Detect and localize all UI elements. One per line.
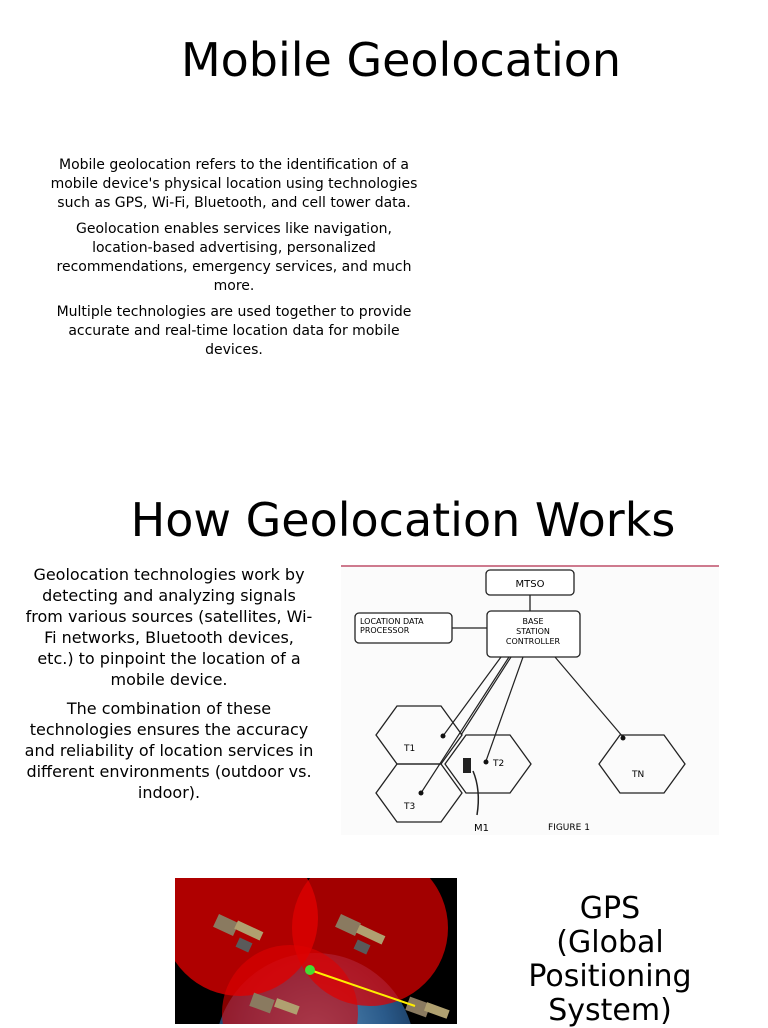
receiver-point <box>305 965 315 975</box>
slide1-title: Mobile Geolocation <box>180 33 622 87</box>
ldp-label: LOCATION DATA <box>360 617 424 626</box>
slide1-paragraph: Mobile geolocation refers to the identification of a mobile device's physical location using technologies such as GPS, Wi-Fi, Bluetooth, and cell tower data. <box>50 157 418 211</box>
slide3-title-line: Positioning <box>528 959 692 994</box>
slide3-title-line: GPS <box>579 891 641 926</box>
slide2-title: How Geolocation Works <box>130 493 676 547</box>
tower-t3 <box>419 791 424 796</box>
tn-label: TN <box>632 770 645 780</box>
m1-label: M1 <box>474 823 489 834</box>
slide3-title <box>500 892 720 1028</box>
slide3-title-line: (Global <box>556 925 664 960</box>
bsc-label: CONTROLLER <box>505 637 561 646</box>
bsc-label: STATION <box>516 627 550 636</box>
mtso-label: MTSO <box>515 579 545 590</box>
gps-satellite-image <box>175 878 457 1024</box>
slide2-paragraph: The combination of these technologies ensures the accuracy and reliability of location services in different environments (outdoor vs. indoor). <box>24 699 314 802</box>
tower-tn <box>621 736 626 741</box>
cell-network-diagram <box>341 565 719 835</box>
t2-label: T2 <box>493 759 505 769</box>
bsc-label: BASE <box>522 617 544 626</box>
slide1-paragraph: Geolocation enables services like navigation, location-based advertising, personalized recommendations, emergency services, and much more. <box>56 221 412 294</box>
ldp-label: PROCESSOR <box>360 626 410 635</box>
t3-label: T3 <box>404 802 416 812</box>
slide1-body <box>44 156 424 367</box>
t1-label: T1 <box>404 744 416 754</box>
slide1-paragraph: Multiple technologies are used together to provide accurate and real-time location data for mobile devices. <box>56 304 412 358</box>
tower-t1 <box>441 734 446 739</box>
slide2-paragraph: Geolocation technologies work by detecting and analyzing signals from various sources (satellites, Wi-Fi networks, Bluetooth devices, etc.) to pinpoint the location of a mobile device. <box>25 565 313 689</box>
slide3-title-line: System) <box>548 993 672 1028</box>
slide2-body <box>24 564 314 811</box>
tower-t2 <box>484 760 489 765</box>
figure-caption: FIGURE 1 <box>548 823 590 833</box>
mobile-device-icon <box>463 758 471 773</box>
